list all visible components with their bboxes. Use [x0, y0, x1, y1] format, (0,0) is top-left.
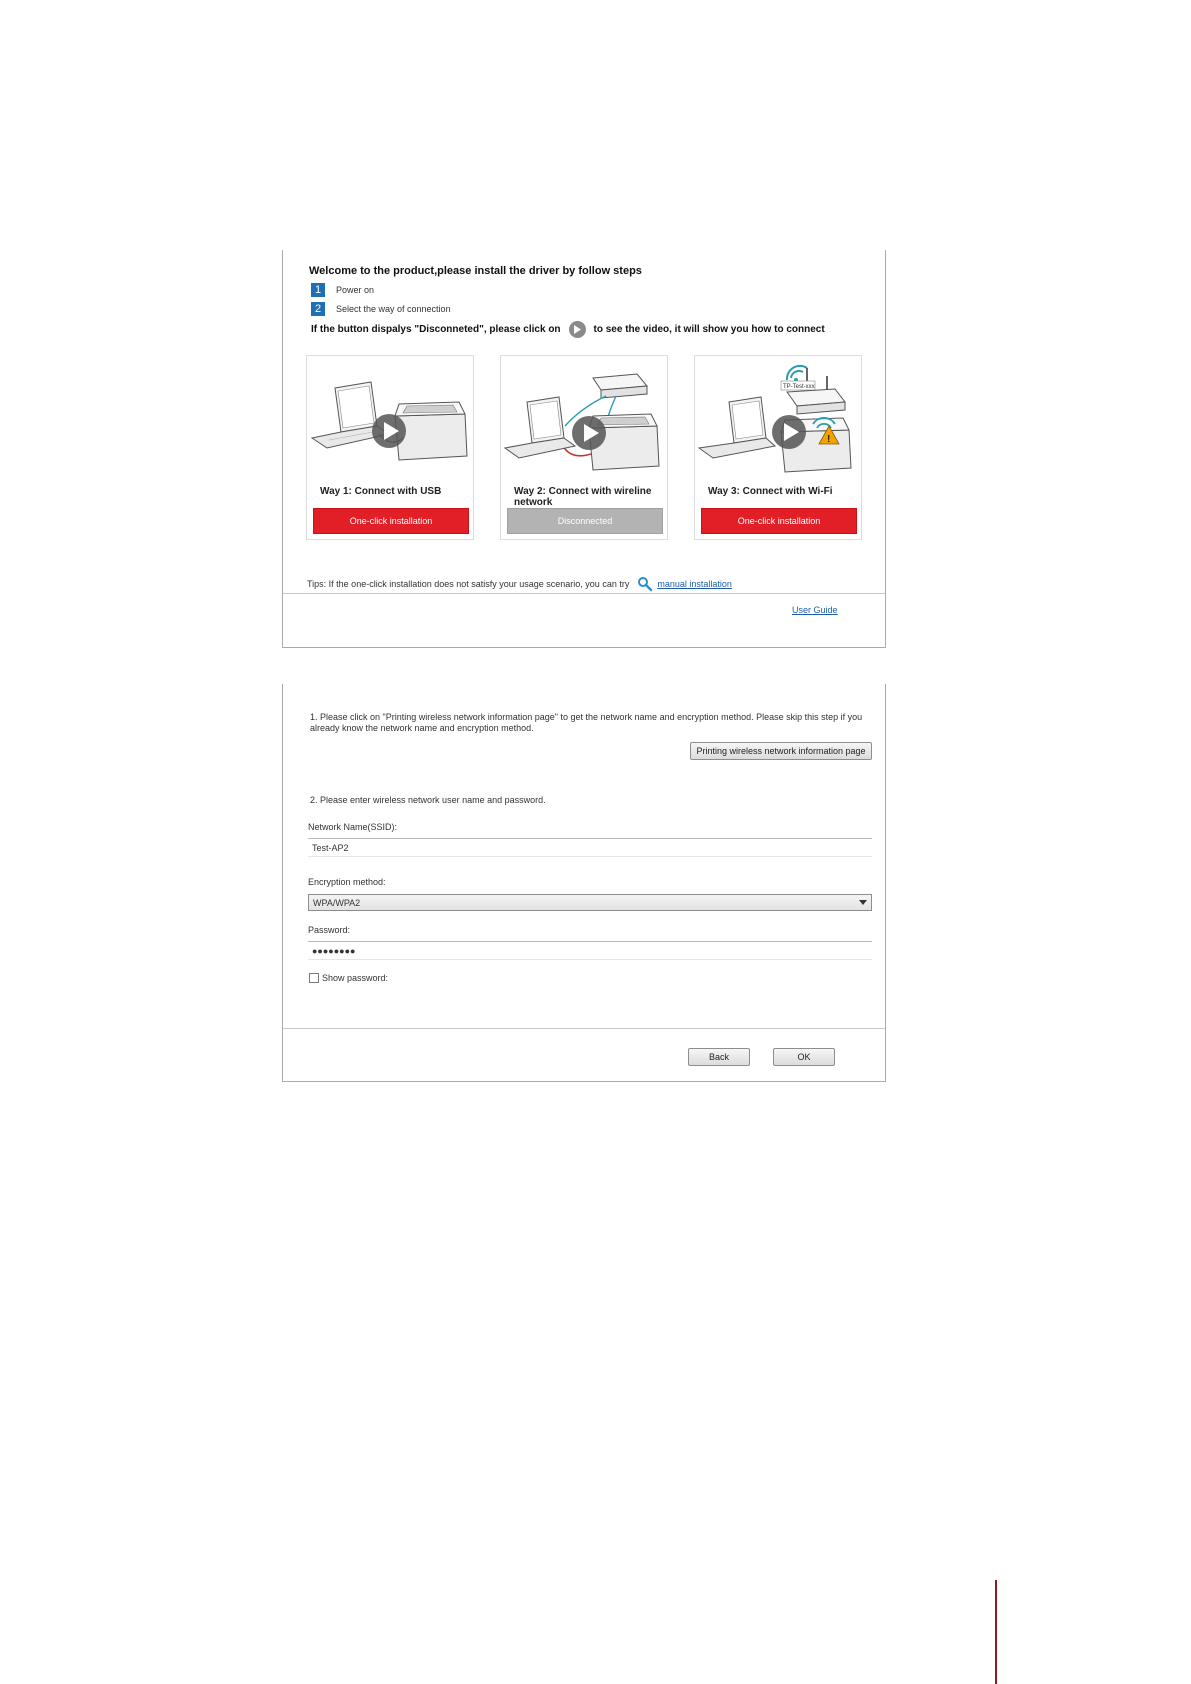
- wired-connection-illustration: [501, 356, 667, 476]
- back-button[interactable]: Back: [688, 1048, 750, 1066]
- print-wireless-info-button[interactable]: Printing wireless network information page: [690, 742, 872, 760]
- step-select-connection: [311, 302, 451, 316]
- router-ssid-label: TP-Test-xxx: [783, 384, 815, 390]
- user-guide-link[interactable]: User Guide: [792, 605, 838, 615]
- show-password-label: Show password:: [322, 973, 389, 983]
- step-label: Select the way of connection: [336, 304, 451, 314]
- way-title: Way 1: Connect with USB: [320, 486, 442, 497]
- wifi-connection-illustration: [695, 356, 861, 476]
- step1-instruction: 1. Please click on "Printing wireless network information page" to get the network name and encryption method. Please skip this step if you already know the network name and encryption method.: [310, 712, 863, 733]
- install-window: [282, 250, 886, 648]
- play-icon[interactable]: [569, 321, 586, 338]
- show-password-checkbox-row[interactable]: [309, 973, 388, 983]
- disconnected-note-before: If the button dispalys "Disconneted", please click on: [311, 324, 561, 335]
- way-title: Way 3: Connect with Wi-Fi: [708, 486, 833, 497]
- usb-connection-illustration: [307, 356, 473, 476]
- step-number-badge: 2: [311, 302, 325, 316]
- tips-text: Tips: If the one-click installation does not satisfy your usage scenario, you can try: [307, 579, 630, 589]
- wifi-config-window: [282, 684, 886, 1082]
- show-password-checkbox[interactable]: [309, 973, 319, 983]
- step-number-badge: 1: [311, 283, 325, 297]
- ok-button[interactable]: OK: [773, 1048, 835, 1066]
- ssid-label: Network Name(SSID):: [308, 822, 398, 832]
- one-click-install-usb-button[interactable]: One-click installation: [313, 508, 469, 534]
- way-title: Way 2: Connect with wireline network: [514, 486, 652, 508]
- step-power-on: [311, 283, 374, 297]
- encryption-label: Encryption method:: [308, 877, 386, 887]
- page-edge-accent: [995, 1580, 997, 1684]
- divider: [283, 1028, 885, 1029]
- way-card-wifi: [694, 355, 862, 540]
- way-card-wired: [500, 355, 668, 540]
- encryption-select[interactable]: [308, 894, 872, 911]
- search-icon: [637, 576, 653, 592]
- divider: [283, 593, 885, 594]
- ssid-input[interactable]: Test-AP2: [308, 838, 872, 857]
- tips-line: [307, 576, 732, 592]
- step-label: Power on: [336, 285, 375, 295]
- password-input[interactable]: ●●●●●●●●: [308, 941, 872, 960]
- disconnected-note: [311, 321, 825, 338]
- svg-text:!: !: [827, 434, 831, 445]
- password-label: Password:: [308, 925, 351, 935]
- disconnected-wired-button[interactable]: Disconnected: [507, 508, 663, 534]
- one-click-install-wifi-button[interactable]: One-click installation: [701, 508, 857, 534]
- manual-installation-link[interactable]: manual installation: [657, 579, 732, 589]
- way-card-usb: [306, 355, 474, 540]
- disconnected-note-after: to see the video, it will show you how to connect: [593, 324, 825, 335]
- welcome-heading: Welcome to the product,please install the driver by follow steps: [309, 265, 642, 277]
- step2-instruction: 2. Please enter wireless network user name and password.: [310, 795, 546, 805]
- chevron-down-icon: [859, 900, 867, 905]
- encryption-value: WPA/WPA2: [313, 897, 361, 908]
